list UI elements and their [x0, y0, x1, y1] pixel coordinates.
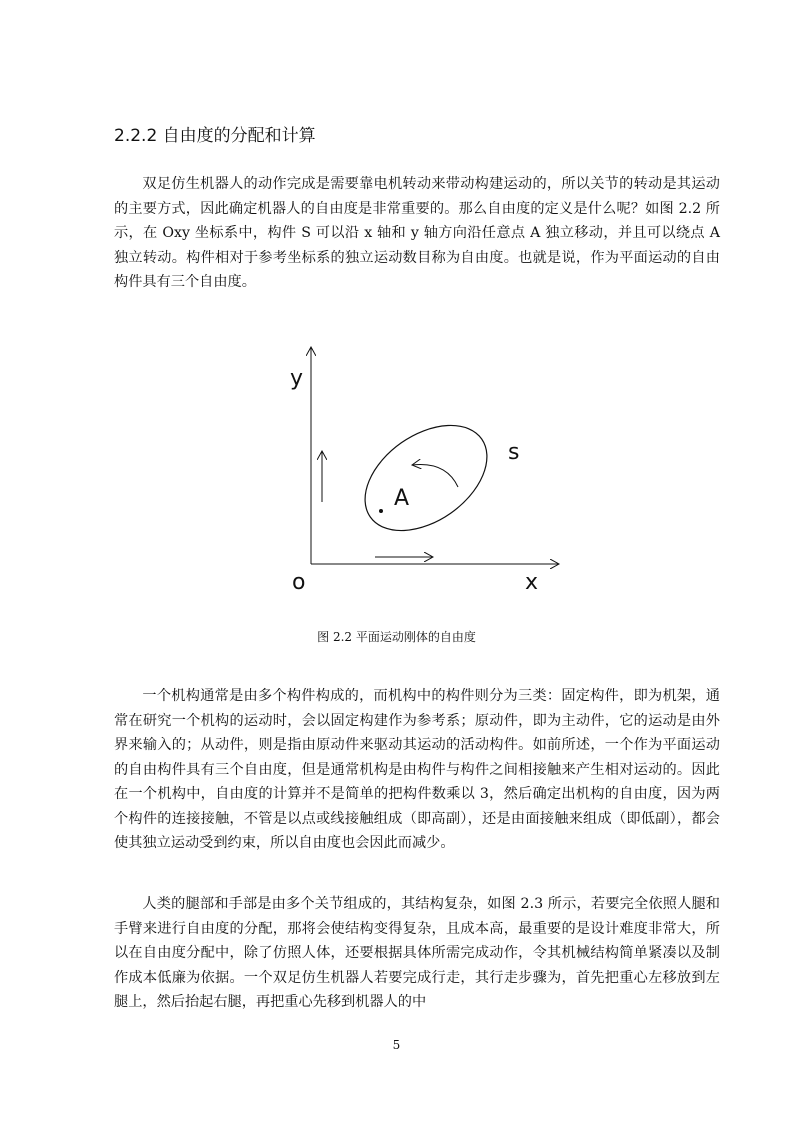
body-s-label: s — [508, 440, 520, 465]
point-a-dot — [379, 509, 383, 513]
figure-caption: 图 2.2 平面运动刚体的自由度 — [317, 630, 476, 644]
paragraph-1: 双足仿生机器人的动作完成是需要靠电机转动来带动构建运动的，所以关节的转动是其运动的主要方式，因此确定机器人的自由度是非常重要的。那么自由度的定义是什么呢？如图 2.2 所示，在 Oxy 坐标系中，构件 S 可以沿 x 轴和 y 轴方向沿任意点 A 独立移动，并且可以绕点 A 独立转动。构件相对于参考坐标系的独立运动数目称为自由度。也就是说，作为平面运动的自由构件具有三个自由度。 — [114, 176, 720, 290]
body-s-ellipse — [346, 404, 507, 552]
figure-diagram — [270, 335, 580, 605]
point-a-label: A — [394, 486, 410, 511]
rotation-arrow — [412, 464, 458, 487]
x-axis-label: x — [525, 570, 539, 595]
paragraph-2: 一个机构通常是由多个构件构成的，而机构中的构件则分为三类：固定构件，即为机架，通常在研究一个机构的运动时，会以固定构建作为参考系；原动件，即为主动件，它的运动是由外界来输入的；从动件，则是指由原动件来驱动其运动的活动构件。如前所述，一个作为平面运动的自由构件具有三个自由度，但是通常机构是由构件与构件之间相接触来产生相对运动的。因此在一个机构中，自由度的计算并不是简单的把构件数乘以 3，然后确定出机构的自由度，因为两个构件的连接接触，不管是以点或线接触组成（即高副），还是由面接触来组成（即低副），都会使其独立运动受到约束，所以自由度也会因此而减少。 — [114, 688, 720, 851]
section-heading: 2.2.2 自由度的分配和计算 — [114, 126, 316, 146]
figure-2-2 — [270, 335, 580, 605]
origin-label: o — [292, 570, 306, 595]
paragraph-3: 人类的腿部和手部是由多个关节组成的，其结构复杂，如图 2.3 所示，若要完全依照人腿和手臂来进行自由度的分配，那将会使结构变得复杂，且成本高，最重要的是设计难度非常大，所以在自由度分配中，除了仿照人体，还要根据具体所需完成动作，令其机械结构简单紧凑以及制作成本低廉为依据。一个双足仿生机器人若要完成行走，其行走步骤为，首先把重心左移放到左腿上，然后抬起右腿，再把重心先移到机器人的中 — [114, 896, 720, 1010]
page-number: 5 — [392, 1038, 401, 1052]
y-axis-label: y — [290, 366, 304, 391]
